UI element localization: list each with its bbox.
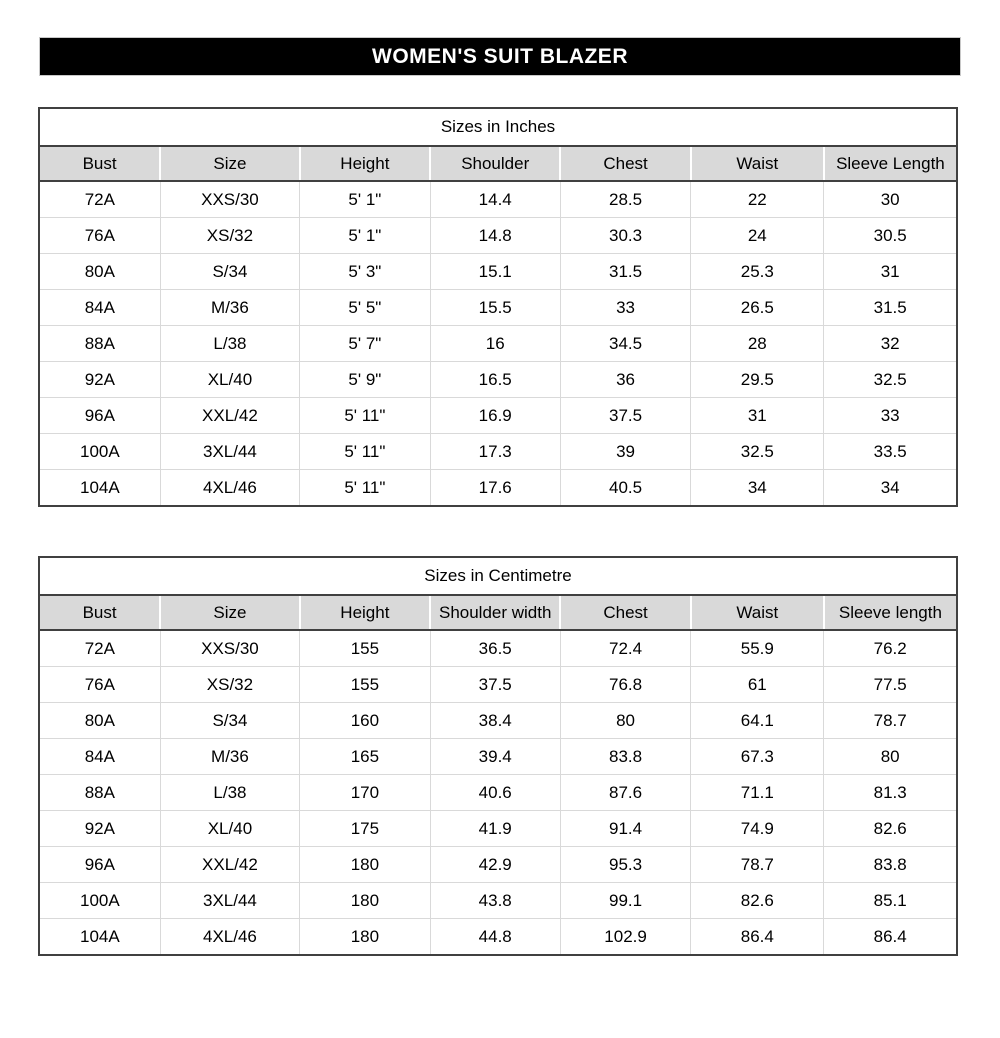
cell: 85.1 [824, 883, 957, 919]
sizes-in-centimetre-table [38, 556, 958, 956]
cell: 64.1 [691, 703, 824, 739]
table-row [39, 290, 957, 326]
cell: 71.1 [691, 775, 824, 811]
cell: 72A [39, 630, 160, 667]
cell: 170 [300, 775, 430, 811]
cell: 17.6 [430, 470, 560, 507]
cell: 33.5 [824, 434, 957, 470]
table-row [39, 326, 957, 362]
cell: 30.3 [560, 218, 690, 254]
cell: 100A [39, 883, 160, 919]
cell: 5' 9" [300, 362, 430, 398]
cell: 40.5 [560, 470, 690, 507]
cell: 34.5 [560, 326, 690, 362]
cell: 155 [300, 667, 430, 703]
cell: 165 [300, 739, 430, 775]
column-header: Bust [39, 146, 160, 181]
cell: 16 [430, 326, 560, 362]
cell: 28.5 [560, 181, 690, 218]
cell: 34 [824, 470, 957, 507]
table-row [39, 811, 957, 847]
column-header: Chest [560, 146, 690, 181]
cell: 82.6 [824, 811, 957, 847]
cell: 92A [39, 811, 160, 847]
column-header: Sleeve Length [824, 146, 957, 181]
cell: 74.9 [691, 811, 824, 847]
cell: 33 [560, 290, 690, 326]
cell: 83.8 [560, 739, 690, 775]
cell: 5' 11" [300, 398, 430, 434]
cell: 96A [39, 398, 160, 434]
cell: 3XL/44 [160, 883, 300, 919]
cell: 82.6 [691, 883, 824, 919]
table-title: Sizes in Inches [39, 108, 957, 146]
cell: 16.9 [430, 398, 560, 434]
cell: 37.5 [560, 398, 690, 434]
column-header: Waist [691, 146, 824, 181]
cell: 30.5 [824, 218, 957, 254]
column-header: Size [160, 146, 300, 181]
cell: 88A [39, 326, 160, 362]
column-header: Height [300, 146, 430, 181]
cell: 4XL/46 [160, 919, 300, 956]
cell: 81.3 [824, 775, 957, 811]
cell: 38.4 [430, 703, 560, 739]
table-title-row [39, 108, 957, 146]
table-row [39, 630, 957, 667]
table-row [39, 434, 957, 470]
cell: 25.3 [691, 254, 824, 290]
cell: 31.5 [824, 290, 957, 326]
cell: 14.4 [430, 181, 560, 218]
cell: 37.5 [430, 667, 560, 703]
cell: 86.4 [691, 919, 824, 956]
cell: 72.4 [560, 630, 690, 667]
cell: 36 [560, 362, 690, 398]
cell: 80A [39, 254, 160, 290]
cell: 32.5 [691, 434, 824, 470]
cell: XXL/42 [160, 847, 300, 883]
table-row [39, 254, 957, 290]
column-header: Bust [39, 595, 160, 630]
cell: 180 [300, 883, 430, 919]
banner-title: WOMEN'S SUIT BLAZER [372, 44, 628, 68]
cell: 95.3 [560, 847, 690, 883]
cell: 24 [691, 218, 824, 254]
cell: 16.5 [430, 362, 560, 398]
cell: 29.5 [691, 362, 824, 398]
cell: XXS/30 [160, 630, 300, 667]
column-header: Height [300, 595, 430, 630]
table-row [39, 739, 957, 775]
cell: 96A [39, 847, 160, 883]
cell: 36.5 [430, 630, 560, 667]
cell: 80 [560, 703, 690, 739]
cell: 42.9 [430, 847, 560, 883]
cell: M/36 [160, 739, 300, 775]
cell: 61 [691, 667, 824, 703]
cell: 102.9 [560, 919, 690, 956]
cell: 78.7 [824, 703, 957, 739]
cell: S/34 [160, 254, 300, 290]
cell: 39 [560, 434, 690, 470]
table-body [39, 181, 957, 506]
cell: XL/40 [160, 811, 300, 847]
cell: 22 [691, 181, 824, 218]
cell: 5' 1" [300, 218, 430, 254]
cell: 34 [691, 470, 824, 507]
cell: 32.5 [824, 362, 957, 398]
column-header: Chest [560, 595, 690, 630]
cell: 31 [691, 398, 824, 434]
cell: 104A [39, 919, 160, 956]
cell: 14.8 [430, 218, 560, 254]
cell: 91.4 [560, 811, 690, 847]
table-row [39, 703, 957, 739]
cell: XL/40 [160, 362, 300, 398]
column-header: Size [160, 595, 300, 630]
cell: 5' 11" [300, 470, 430, 507]
cell: 5' 11" [300, 434, 430, 470]
table-row [39, 775, 957, 811]
cell: 32 [824, 326, 957, 362]
table-row [39, 181, 957, 218]
cell: 92A [39, 362, 160, 398]
cell: 84A [39, 290, 160, 326]
cell: 78.7 [691, 847, 824, 883]
cell: 5' 7" [300, 326, 430, 362]
table-row [39, 667, 957, 703]
cell: 76.8 [560, 667, 690, 703]
cell: 87.6 [560, 775, 690, 811]
cell: XS/32 [160, 667, 300, 703]
cell: 4XL/46 [160, 470, 300, 507]
table-row [39, 919, 957, 956]
cell: 43.8 [430, 883, 560, 919]
cell: XXL/42 [160, 398, 300, 434]
table-title: Sizes in Centimetre [39, 557, 957, 595]
cell: 99.1 [560, 883, 690, 919]
cell: L/38 [160, 775, 300, 811]
table-title-row [39, 557, 957, 595]
table-row [39, 218, 957, 254]
cell: 15.5 [430, 290, 560, 326]
cell: 80 [824, 739, 957, 775]
sizes-in-inches-table [38, 107, 958, 507]
column-header: Sleeve length [824, 595, 957, 630]
cell: 77.5 [824, 667, 957, 703]
table-row [39, 883, 957, 919]
cell: 40.6 [430, 775, 560, 811]
cell: 31 [824, 254, 957, 290]
table-row [39, 847, 957, 883]
cell: 5' 5" [300, 290, 430, 326]
cell: 160 [300, 703, 430, 739]
cell: 39.4 [430, 739, 560, 775]
table-row [39, 362, 957, 398]
cell: 175 [300, 811, 430, 847]
cell: 26.5 [691, 290, 824, 326]
cell: S/34 [160, 703, 300, 739]
cell: 84A [39, 739, 160, 775]
cell: XS/32 [160, 218, 300, 254]
cell: M/36 [160, 290, 300, 326]
cell: 80A [39, 703, 160, 739]
cell: 76A [39, 218, 160, 254]
cell: 88A [39, 775, 160, 811]
cell: 17.3 [430, 434, 560, 470]
cell: 86.4 [824, 919, 957, 956]
cell: 44.8 [430, 919, 560, 956]
cell: 15.1 [430, 254, 560, 290]
cell: 30 [824, 181, 957, 218]
cell: 76A [39, 667, 160, 703]
cell: 155 [300, 630, 430, 667]
table-row [39, 398, 957, 434]
cell: 67.3 [691, 739, 824, 775]
cell: 41.9 [430, 811, 560, 847]
cell: 72A [39, 181, 160, 218]
table-header-row [39, 595, 957, 630]
cell: L/38 [160, 326, 300, 362]
cell: 33 [824, 398, 957, 434]
cell: 3XL/44 [160, 434, 300, 470]
column-header: Shoulder [430, 146, 560, 181]
cell: 5' 1" [300, 181, 430, 218]
table-body [39, 630, 957, 955]
cell: 83.8 [824, 847, 957, 883]
cell: 55.9 [691, 630, 824, 667]
cell: 76.2 [824, 630, 957, 667]
column-header: Waist [691, 595, 824, 630]
cell: 31.5 [560, 254, 690, 290]
cell: 180 [300, 919, 430, 956]
cell: 28 [691, 326, 824, 362]
table-row [39, 470, 957, 507]
cell: 100A [39, 434, 160, 470]
cell: 5' 3" [300, 254, 430, 290]
table-header-row [39, 146, 957, 181]
column-header: Shoulder width [430, 595, 560, 630]
cell: XXS/30 [160, 181, 300, 218]
cell: 104A [39, 470, 160, 507]
cell: 180 [300, 847, 430, 883]
title-banner [40, 38, 960, 75]
